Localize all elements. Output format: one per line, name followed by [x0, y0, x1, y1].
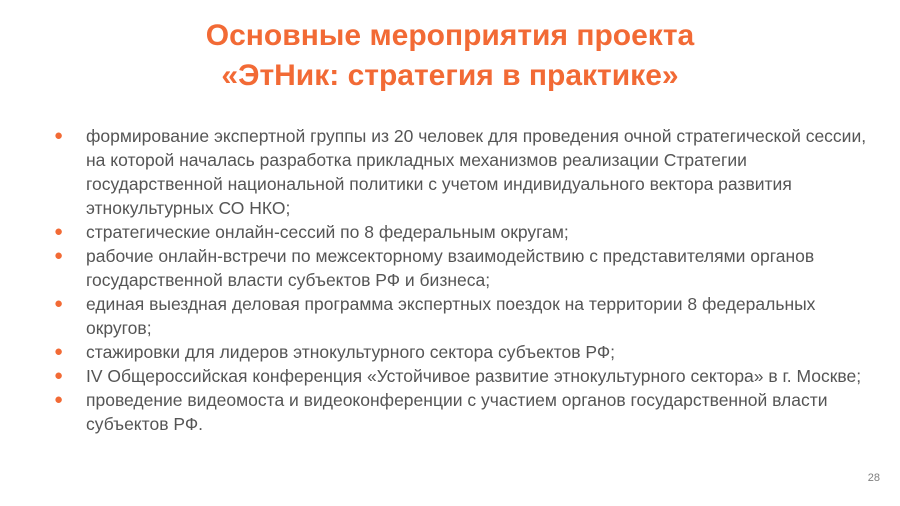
bullet-dot-icon: ●: [54, 367, 64, 384]
slide-title-line-1: Основные мероприятия проекта: [205, 19, 695, 52]
page-number: 28: [867, 472, 880, 484]
bullet-text: единая выездная деловая программа экспертных поездок на территории 8 федеральных округов;: [86, 294, 816, 338]
bullet-item: [50, 244, 870, 292]
slide-title: [0, 16, 900, 96]
bullet-item: [50, 220, 870, 244]
bullet-dot-icon: ●: [54, 223, 64, 240]
bullet-text: рабочие онлайн-встречи по межсекторному взаимодействию с представителями органов государственной власти субъектов РФ и бизнеса;: [86, 246, 815, 290]
bullet-text: проведение видеомоста и видеоконференции с участием органов государственной власти субъектов РФ.: [86, 390, 828, 434]
bullet-item: [50, 364, 870, 388]
bullet-dot-icon: ●: [54, 391, 64, 408]
bullet-text: формирование экспертной группы из 20 человек для проведения очной стратегической сессии, на которой началась разработка прикладных механизмов реализации Стратегии государственной национальной политики с учетом индивидуального вектора развития этнокультурных СО НКО;: [86, 126, 867, 218]
bullet-item: [50, 388, 870, 436]
bullet-item: [50, 292, 870, 340]
bullet-text: стратегические онлайн-сессий по 8 федеральным округам;: [86, 222, 569, 242]
bullet-dot-icon: ●: [54, 127, 64, 144]
slide-title-line-2: «ЭтНик: стратегия в практике»: [221, 59, 679, 92]
bullet-item: [50, 340, 870, 364]
bullet-item: [50, 124, 870, 220]
bullet-dot-icon: ●: [54, 295, 64, 312]
bullet-text: IV Общероссийская конференция «Устойчивое развитие этнокультурного сектора» в г. Москве;: [86, 366, 862, 386]
bullet-dot-icon: ●: [54, 343, 64, 360]
bullet-text: стажировки для лидеров этнокультурного сектора субъектов РФ;: [86, 342, 616, 362]
bullet-list: [50, 124, 870, 436]
bullet-dot-icon: ●: [54, 247, 64, 264]
